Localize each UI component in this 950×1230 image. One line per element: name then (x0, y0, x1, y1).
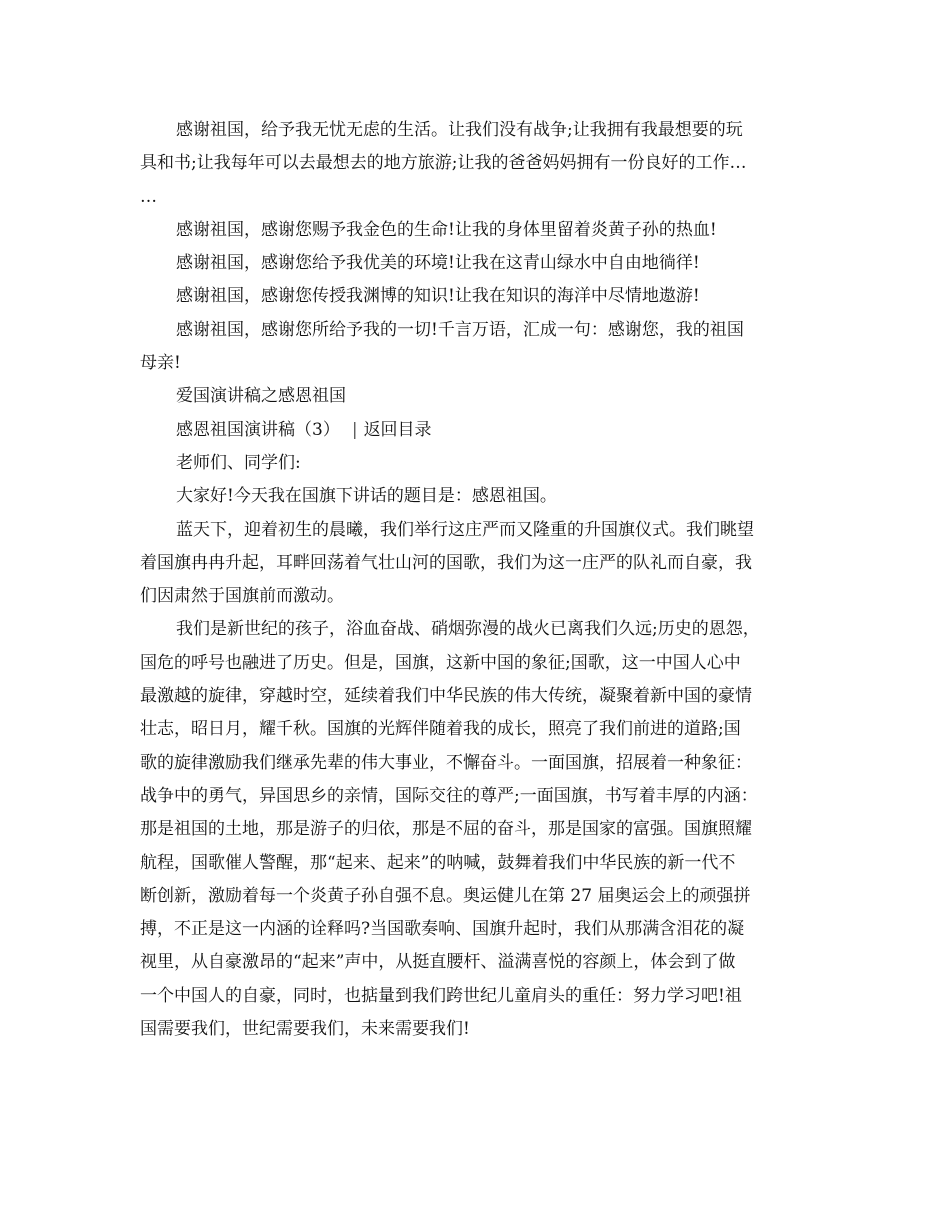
paragraph-gratitude-blood (140, 214, 826, 247)
text-line: 感谢祖国，感谢您传授我渊博的知识!让我在知识的海洋中尽情地遨游! (176, 286, 700, 307)
text-line: 感谢祖国，给予我无忧无虑的生活。让我们没有战争;让我拥有我最想要的玩 (176, 120, 743, 140)
greeting: 老师们、同学们: (176, 452, 301, 473)
text-line: 视里，从自豪激昂的“起来”声中，从挺直腰杆、溢满喜悦的容颜上，体会到了做 (140, 952, 736, 973)
text-line: 感谢祖国，感谢您所给予我的一切!千言万语，汇成一句：感谢您，我的祖国 (176, 319, 744, 340)
text-line: 壮志，昭日月，耀千秋。国旗的光辉伴随着我的成长，照亮了我们前进的道路;国 (140, 719, 741, 740)
paragraph-gratitude-knowledge (140, 280, 826, 313)
text-line: 最激越的旋律，穿越时空，延续着我们中华民族的伟大传统，凝聚着新中国的豪情 (140, 686, 752, 707)
text-line: 战争中的勇气，异国思乡的亲情，国际交往的尊严;一面国旗，书写着丰厚的内涵： (140, 785, 758, 806)
paragraph-new-century (140, 613, 826, 1046)
paragraph-flag-ceremony (140, 514, 826, 614)
text-line: 具和书;让我每年可以去最想去的地方旅游;让我的爸爸妈妈拥有一份良好的工作… (140, 153, 747, 174)
text-line: 感谢祖国，感谢您给予我优美的环境!让我在这青山绿水中自由地徜徉! (176, 253, 700, 274)
text-line: … (140, 186, 157, 207)
text-line: 母亲! (140, 353, 181, 374)
text-line: 歌的旋律激励我们继承先辈的伟大事业，不懈奋斗。一面国旗，招展着一种象征： (140, 752, 752, 773)
text-line: 感谢祖国，感谢您赐予我金色的生命!让我的身体里留着炎黄子孙的热血! (176, 219, 717, 240)
heading-separator: | (351, 419, 358, 440)
paragraph-gratitude-everything (140, 314, 826, 381)
text-line: 蓝天下，迎着初生的晨曦，我们举行这庄严而又隆重的升国旗仪式。我们眺望 (176, 519, 754, 540)
text-line: 航程，国歌催人警醒，那“起来、起来”的呐喊，鼓舞着我们中华民族的新一代不 (140, 852, 736, 873)
back-to-contents-link[interactable]: 返回目录 (363, 419, 432, 440)
text-line: 国需要我们，世纪需要我们，未来需要我们! (140, 1019, 470, 1040)
document-body (140, 114, 826, 1046)
text-line: 一个中国人的自豪，同时，也掂量到我们跨世纪儿童肩头的重任：努力学习吧!祖 (140, 985, 742, 1006)
text-line: 们因肃然于国旗前而激动。 (140, 586, 344, 607)
text-line: 我们是新世纪的孩子，浴血奋战、硝烟弥漫的战火已离我们久远;历史的恩怨， (176, 619, 760, 640)
paragraph-gratitude-environment (140, 247, 826, 280)
paragraph-gratitude-life (140, 114, 826, 214)
speech-heading (140, 414, 826, 447)
text-line: 着国旗冉冉升起，耳畔回荡着气壮山河的国歌，我们为这一庄严的队礼而自豪，我 (140, 552, 752, 573)
text-line: 断创新，激励着每一个炎黄子孙自强不息。奥运健儿在第 27 届奥运会上的顽强拼 (140, 885, 751, 906)
opening-line: 大家好!今天我在国旗下讲话的题目是：感恩祖国。 (176, 486, 557, 507)
text-line: 那是祖国的土地，那是游子的归依，那是不屈的奋斗，那是国家的富强。国旗照耀 (140, 819, 752, 840)
section-title: 爱国演讲稿之感恩祖国 (176, 386, 346, 407)
text-line: 国危的呼号也融进了历史。但是，国旗，这新中国的象征;国歌，这一中国人心中 (140, 652, 741, 673)
text-line: 搏，不正是这一内涵的诠释吗?当国歌奏响、国旗升起时，我们从那满含泪花的凝 (140, 919, 745, 940)
speech-title: 感恩祖国演讲稿（3） (176, 419, 340, 440)
